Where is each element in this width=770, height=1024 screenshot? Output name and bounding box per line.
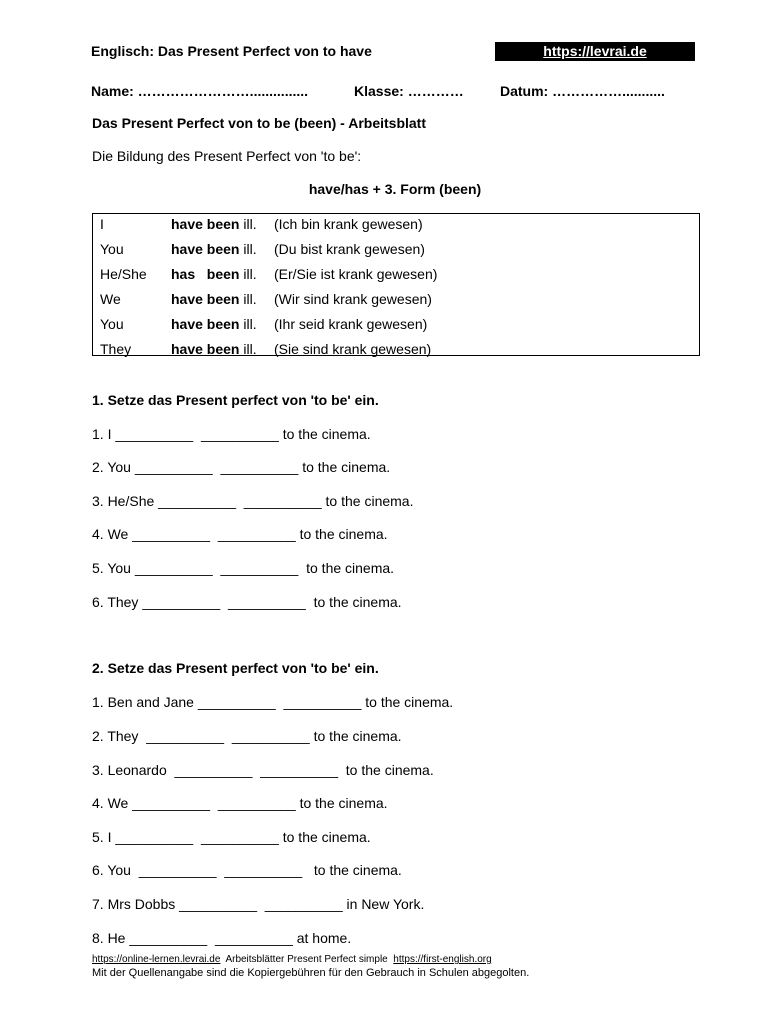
exercise1-item: 2. You __________ __________ to the cinema.: [92, 459, 391, 475]
exercise1-heading: 1. Setze das Present perfect von 'to be' ein.: [92, 392, 379, 408]
exercise2-item: 3. Leonardo __________ __________ to the cinema.: [92, 762, 434, 778]
exercise2-item: 6. You __________ __________ to the cinema.: [92, 862, 402, 878]
pronoun: I: [100, 216, 104, 232]
exercise1-item: 6. They __________ __________ to the cinema.: [92, 594, 402, 610]
exercise2-item: 5. I __________ __________ to the cinema.: [92, 829, 371, 845]
exercise2-item: 2. They __________ __________ to the cinema.: [92, 728, 402, 744]
translation: (Sie sind krank gewesen): [274, 341, 432, 357]
footer-link-online-lernen[interactable]: https://online-lernen.levrai.de: [92, 954, 221, 965]
verb-rest: ill.: [239, 316, 257, 332]
translation: (Wir sind krank gewesen): [274, 291, 432, 307]
verb-rest: ill.: [239, 216, 257, 232]
footer-sources: [92, 954, 492, 965]
pronoun: He/She: [100, 266, 147, 282]
exercise2-item: 1. Ben and Jane __________ __________ to the cinema.: [92, 694, 454, 710]
klasse-field: Klasse: …………: [354, 83, 464, 99]
worksheet-header-title: Englisch: Das Present Perfect von to have: [91, 43, 372, 59]
verb-form: have been: [171, 316, 240, 332]
pronoun: You: [100, 241, 124, 257]
verb-form: has been: [171, 266, 240, 282]
verb-rest: ill.: [239, 241, 257, 257]
translation: (Er/Sie ist krank gewesen): [274, 266, 438, 282]
worksheet-subtitle: Das Present Perfect von to be (been) - Arbeitsblatt: [92, 115, 426, 131]
translation: (Ich bin krank gewesen): [274, 216, 423, 232]
footer-link-first-english[interactable]: https://first-english.org: [393, 954, 492, 965]
exercise1-item: 5. You __________ __________ to the cinema.: [92, 560, 395, 576]
verb-rest: ill.: [239, 341, 257, 357]
footer-middle-text: Arbeitsblätter Present Perfect simple: [225, 954, 388, 965]
exercise2-item: 8. He __________ __________ at home.: [92, 930, 352, 946]
header-url-link[interactable]: https://levrai.de: [495, 42, 695, 61]
name-field: Name: ……………………...............: [91, 83, 309, 99]
footer-note: Mit der Quellenangabe sind die Kopiergebühren für den Gebrauch in Schulen abgegolten.: [92, 967, 530, 979]
exercise2-heading: 2. Setze das Present perfect von 'to be' ein.: [92, 660, 379, 676]
verb-form: have been: [171, 216, 240, 232]
exercise1-item: 1. I __________ __________ to the cinema.: [92, 426, 371, 442]
pronoun: They: [100, 341, 132, 357]
exercise2-item: 7. Mrs Dobbs __________ __________ in New York.: [92, 896, 425, 912]
datum-field: Datum: ……………...........: [500, 83, 665, 99]
verb-form: have been: [171, 291, 240, 307]
exercise1-item: 4. We __________ __________ to the cinema.: [92, 526, 388, 542]
translation: (Du bist krank gewesen): [274, 241, 425, 257]
verb-form: have been: [171, 341, 240, 357]
conjugation-table: [92, 213, 700, 356]
verb-rest: ill.: [239, 266, 257, 282]
pronoun: We: [100, 291, 121, 307]
exercise2-item: 4. We __________ __________ to the cinema.: [92, 795, 388, 811]
translation: (Ihr seid krank gewesen): [274, 316, 428, 332]
verb-form: have been: [171, 241, 240, 257]
intro-text: Die Bildung des Present Perfect von 'to be':: [92, 148, 362, 164]
formula-text: have/has + 3. Form (been): [308, 181, 482, 197]
pronoun: You: [100, 316, 124, 332]
exercise1-item: 3. He/She __________ __________ to the cinema.: [92, 493, 414, 509]
verb-rest: ill.: [239, 291, 257, 307]
